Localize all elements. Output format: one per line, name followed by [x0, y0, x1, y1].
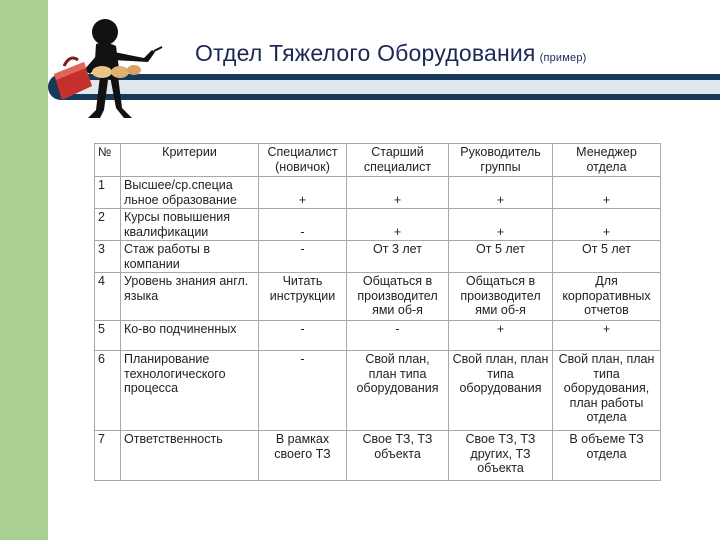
- header-manager: Менеджер отдела: [553, 144, 661, 177]
- table-row: [95, 177, 661, 209]
- row-num: 6: [95, 351, 121, 431]
- cell-manager: +: [553, 177, 661, 209]
- cell-group-lead: От 5 лет: [449, 241, 553, 273]
- cell-senior: От 3 лет: [347, 241, 449, 273]
- header-senior: Старший специалист: [347, 144, 449, 177]
- cell-specialist: -: [259, 321, 347, 351]
- row-criterion: Курсы повышения квалификации: [121, 209, 259, 241]
- cell-specialist: -: [259, 209, 347, 241]
- header-specialist: Специалист (новичок): [259, 144, 347, 177]
- cell-manager: В объеме ТЗ отдела: [553, 431, 661, 481]
- cell-manager: От 5 лет: [553, 241, 661, 273]
- table-header-row: [95, 144, 661, 177]
- cell-group-lead: +: [449, 321, 553, 351]
- cell-specialist: +: [259, 177, 347, 209]
- row-num: 5: [95, 321, 121, 351]
- row-criterion: Ответственность: [121, 431, 259, 481]
- slide-title: [195, 40, 587, 67]
- cell-manager: +: [553, 321, 661, 351]
- cell-specialist: Читать инструкции: [259, 273, 347, 321]
- cell-manager: +: [553, 209, 661, 241]
- cell-senior: +: [347, 209, 449, 241]
- cell-senior: Свой план, план типа оборудования: [347, 351, 449, 431]
- cell-group-lead: +: [449, 209, 553, 241]
- cell-group-lead: Свой план, план типа оборудования: [449, 351, 553, 431]
- left-accent-bar: [0, 0, 48, 540]
- header-num: №: [95, 144, 121, 177]
- cell-manager: Свой план, план типа оборудования, план работы отдела: [553, 351, 661, 431]
- cell-senior: Свое ТЗ, ТЗ объекта: [347, 431, 449, 481]
- cell-group-lead: Общаться в производител ями об-я: [449, 273, 553, 321]
- table-row: [95, 431, 661, 481]
- row-num: 2: [95, 209, 121, 241]
- cell-manager: Для корпоративных отчетов: [553, 273, 661, 321]
- row-criterion: Планирование технологического процесса: [121, 351, 259, 431]
- cell-group-lead: +: [449, 177, 553, 209]
- row-num: 4: [95, 273, 121, 321]
- cell-senior: Общаться в производител ями об-я: [347, 273, 449, 321]
- title-subtitle: (пример): [539, 52, 587, 64]
- header-criterion: Критерии: [121, 144, 259, 177]
- row-criterion: Уровень знания англ. языка: [121, 273, 259, 321]
- cell-specialist: В рамках своего ТЗ: [259, 431, 347, 481]
- figure-with-toolbox-icon: [44, 14, 174, 126]
- table-row: [95, 321, 661, 351]
- table-row: [95, 273, 661, 321]
- row-criterion: Высшее/ср.специа льное образование: [121, 177, 259, 209]
- row-criterion: Ко-во подчиненных: [121, 321, 259, 351]
- cell-group-lead: Свое ТЗ, ТЗ других, ТЗ объекта: [449, 431, 553, 481]
- header-group-lead: Руководитель группы: [449, 144, 553, 177]
- cell-senior: +: [347, 177, 449, 209]
- table-row: [95, 351, 661, 431]
- table-row: [95, 241, 661, 273]
- row-num: 1: [95, 177, 121, 209]
- criteria-table: [94, 143, 661, 481]
- cell-specialist: -: [259, 351, 347, 431]
- table-row: [95, 209, 661, 241]
- row-criterion: Стаж работы в компании: [121, 241, 259, 273]
- cell-senior: -: [347, 321, 449, 351]
- row-num: 7: [95, 431, 121, 481]
- cell-specialist: -: [259, 241, 347, 273]
- row-num: 3: [95, 241, 121, 273]
- title-text: Отдел Тяжелого Оборудования: [195, 40, 536, 66]
